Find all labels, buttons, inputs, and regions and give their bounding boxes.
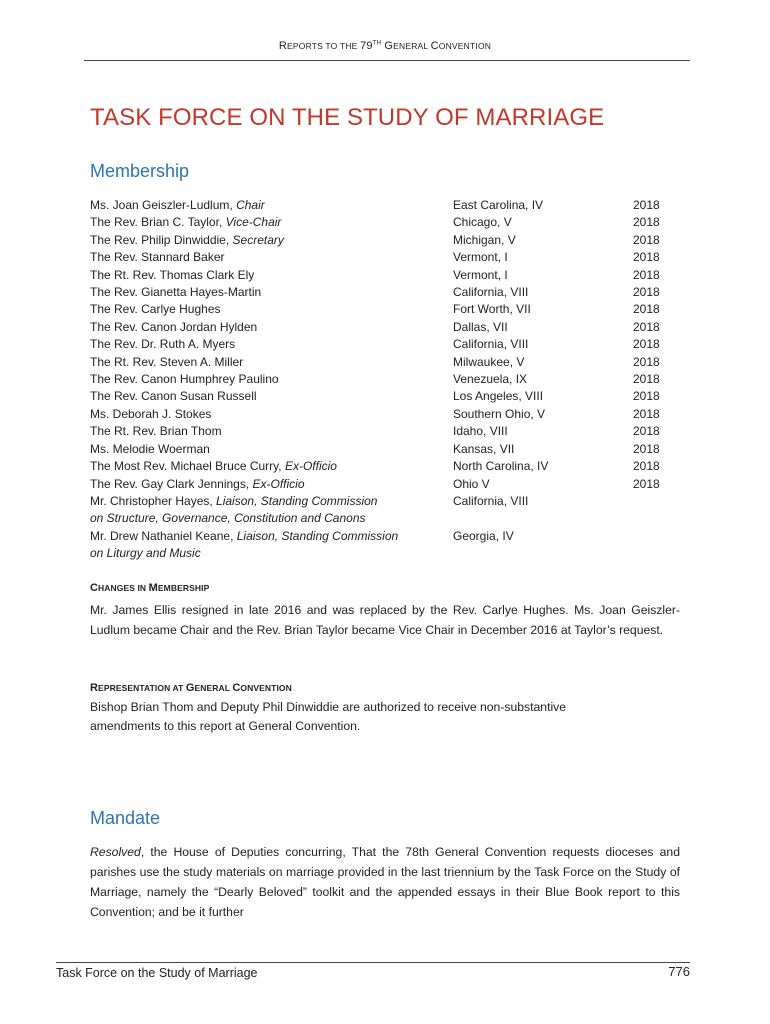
member-term-year: 2018 (633, 267, 660, 282)
member-row-liaison-2-cont (90, 545, 690, 562)
member-diocese: North Carolina, IV (453, 459, 549, 474)
representation-heading: REPRESENTATION AT GENERAL CONVENTION (90, 682, 292, 694)
member-diocese: Los Angeles, VIII (453, 389, 544, 404)
member-term-year: 2018 (633, 337, 660, 352)
member-term-year: 2018 (633, 302, 660, 317)
member-name: Mr. Christopher Hayes, Liaison, Standing Commission (90, 493, 378, 508)
member-row (90, 284, 690, 301)
member-name: Ms. Joan Geiszler-Ludlum, Chair (90, 198, 265, 212)
member-diocese: California, VIII (453, 493, 529, 508)
member-row (90, 214, 690, 231)
header-text: R (278, 40, 288, 52)
member-term-year: 2018 (633, 215, 660, 230)
member-name: The Rt. Rev. Brian Thom (90, 424, 222, 439)
member-name: The Rev. Canon Susan Russell (90, 389, 257, 404)
member-term-year: 2018 (633, 441, 660, 456)
member-diocese: Michigan, V (453, 232, 516, 247)
member-diocese: Southern Ohio, V (453, 406, 546, 421)
running-header (0, 40, 770, 52)
member-diocese: Idaho, VIII (453, 424, 508, 439)
member-name: The Rev. Canon Humphrey Paulino (90, 372, 279, 387)
member-row (90, 371, 690, 388)
member-term-year: 2018 (633, 424, 660, 439)
header-number: 79 (360, 40, 373, 52)
member-row (90, 249, 690, 266)
member-diocese: Georgia, IV (453, 528, 514, 543)
member-row (90, 232, 690, 249)
member-term-year: 2018 (633, 372, 660, 387)
member-row (90, 197, 690, 214)
member-row (90, 476, 690, 493)
page-number: 776 (668, 964, 690, 979)
member-role-continued: on Structure, Governance, Constitution and Canons (90, 511, 366, 526)
header-text: ONVENTION (438, 41, 492, 51)
member-row-liaison-1 (90, 493, 690, 510)
footer-title: Task Force on the Study of Marriage (56, 966, 258, 980)
member-row (90, 423, 690, 440)
member-row (90, 336, 690, 353)
footer-divider (56, 962, 690, 963)
member-row (90, 267, 690, 284)
header-divider (84, 60, 690, 61)
representation-text: Bishop Brian Thom and Deputy Phil Dinwiddie are authorized to receive non-substantive amendments to this report at General Convention. (90, 700, 567, 733)
member-name: The Rev. Gay Clark Jennings, Ex-Officio (90, 476, 305, 491)
changes-text: Mr. James Ellis resigned in late 2016 and was replaced by the Rev. Carlye Hughes. Ms. Joan Geiszler-Ludlum became Chair and the Rev. Brian Taylor became Vice Chair in December 2016 at Taylor’s request. (90, 603, 680, 637)
member-row (90, 319, 690, 336)
member-diocese: East Carolina, IV (453, 198, 544, 212)
member-diocese: Fort Worth, VII (453, 302, 531, 317)
member-term-year: 2018 (633, 319, 660, 334)
member-name: The Most Rev. Michael Bruce Curry, Ex-Officio (90, 459, 337, 474)
member-diocese: Milwaukee, V (453, 354, 525, 369)
header-text: C (430, 40, 439, 52)
member-name: Mr. Drew Nathaniel Keane, Liaison, Standing Commission (90, 528, 399, 543)
changes-heading: CHANGES IN MEMBERSHIP (90, 582, 210, 594)
member-term-year: 2018 (633, 389, 660, 404)
member-name: The Rev. Dr. Ruth A. Myers (90, 337, 236, 352)
member-name: The Rev. Stannard Baker (90, 250, 225, 265)
member-term-year: 2018 (633, 250, 660, 265)
member-diocese: Venezuela, IX (453, 372, 528, 387)
mandate-heading: Mandate (90, 808, 161, 828)
member-name: The Rev. Carlye Hughes (90, 302, 221, 317)
member-diocese: Vermont, I (453, 250, 508, 265)
member-name: Ms. Deborah J. Stokes (90, 406, 212, 421)
member-term-year: 2018 (633, 285, 660, 300)
page-title: TASK FORCE ON THE STUDY OF MARRIAGE (90, 104, 605, 131)
header-text: G (384, 40, 394, 52)
member-row-liaison-1-cont (90, 510, 690, 527)
member-diocese: California, VIII (453, 285, 529, 300)
member-diocese: Chicago, V (453, 215, 512, 230)
member-role-continued: on Liturgy and Music (90, 546, 201, 561)
header-text: ENERAL (393, 41, 431, 51)
member-term-year: 2018 (633, 198, 660, 212)
member-term-year: 2018 (633, 476, 660, 491)
member-name: The Rev. Canon Jordan Hylden (90, 319, 258, 334)
member-name: The Rev. Philip Dinwiddie, Secretary (90, 232, 284, 247)
member-term-year: 2018 (633, 459, 660, 474)
member-diocese: Dallas, VII (453, 319, 508, 334)
member-row (90, 441, 690, 458)
header-superscript: TH (372, 40, 382, 47)
member-name: The Rev. Gianetta Hayes-Martin (90, 285, 262, 300)
mandate-text: Resolved, the House of Deputies concurring, That the 78th General Convention requests dioceses and parishes use the study materials on marriage provided in the last triennium by the Task Force on the Study of Marriage, namely the “Dearly Beloved” toolkit and the appended essays in their Blue Book report to this Convention; and be it further (90, 845, 680, 919)
member-row-liaison-2 (90, 528, 690, 545)
member-name: Ms. Melodie Woerman (90, 441, 210, 456)
member-name: The Rt. Rev. Thomas Clark Ely (90, 267, 255, 282)
member-term-year: 2018 (633, 232, 660, 247)
member-diocese: Kansas, VII (453, 441, 515, 456)
membership-heading: Membership (90, 161, 190, 181)
member-diocese: Ohio V (453, 476, 490, 491)
member-name: The Rev. Brian C. Taylor, Vice-Chair (90, 215, 282, 230)
member-name: The Rt. Rev. Steven A. Miller (90, 354, 244, 369)
member-row (90, 388, 690, 405)
member-row (90, 354, 690, 371)
member-term-year: 2018 (633, 406, 660, 421)
member-row (90, 406, 690, 423)
member-term-year: 2018 (633, 354, 660, 369)
member-diocese: California, VIII (453, 337, 529, 352)
member-row (90, 301, 690, 318)
member-row (90, 458, 690, 475)
membership-table (90, 197, 690, 563)
member-diocese: Vermont, I (453, 267, 508, 282)
header-text: EPORTS TO THE (287, 41, 361, 51)
